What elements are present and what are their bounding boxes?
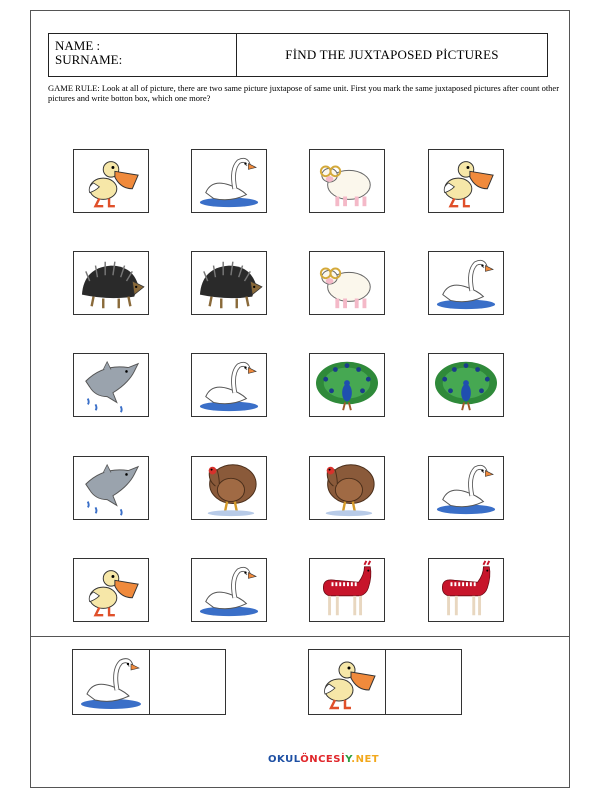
site-logo: OKULÖNCESİY.NET [268, 754, 380, 765]
picture-cell-pelican[interactable] [428, 149, 504, 213]
picture-cell-pelican[interactable] [73, 558, 149, 622]
picture-cell-turkey[interactable] [309, 456, 385, 520]
swan-icon [429, 252, 503, 314]
picture-cell-sheep[interactable] [309, 251, 385, 315]
picture-cell-peacock[interactable] [428, 353, 504, 417]
swan-icon [192, 354, 266, 416]
picture-cell-hedgehog[interactable] [73, 251, 149, 315]
llama-icon [310, 559, 384, 621]
picture-cell-swan[interactable] [191, 558, 267, 622]
llama-icon [429, 559, 503, 621]
swan-icon [192, 150, 266, 212]
swan-icon [192, 559, 266, 621]
page-title: FİND THE JUXTAPOSED PİCTURES [285, 47, 499, 62]
peacock-icon [310, 354, 384, 416]
picture-cell-swan[interactable] [428, 456, 504, 520]
answer-picture [309, 650, 386, 714]
answer-count-box[interactable] [150, 650, 225, 714]
answer-box-swan[interactable] [72, 649, 226, 715]
peacock-icon [429, 354, 503, 416]
picture-cell-swan[interactable] [191, 149, 267, 213]
surname-label: SURNAME: [55, 52, 123, 67]
pelican-icon [429, 150, 503, 212]
swan-icon [429, 457, 503, 519]
picture-cell-hedgehog[interactable] [191, 251, 267, 315]
turkey-icon [310, 457, 384, 519]
picture-cell-llama[interactable] [309, 558, 385, 622]
name-label: NAME : [55, 38, 101, 53]
swan-icon [73, 650, 149, 714]
picture-cell-swan[interactable] [428, 251, 504, 315]
picture-cell-swan[interactable] [191, 353, 267, 417]
pelican-icon [309, 650, 385, 714]
picture-cell-turkey[interactable] [191, 456, 267, 520]
sheep-icon [310, 150, 384, 212]
answer-count-box[interactable] [386, 650, 461, 714]
picture-cell-llama[interactable] [428, 558, 504, 622]
sheep-icon [310, 252, 384, 314]
name-block [49, 34, 237, 76]
pelican-icon [74, 559, 148, 621]
picture-cell-sheep[interactable] [309, 149, 385, 213]
dolphin-icon [74, 457, 148, 519]
picture-cell-dolphin[interactable] [73, 353, 149, 417]
divider-line [30, 636, 570, 637]
answer-picture [73, 650, 150, 714]
hedgehog-icon [74, 252, 148, 314]
hedgehog-icon [192, 252, 266, 314]
picture-cell-pelican[interactable] [73, 149, 149, 213]
dolphin-icon [74, 354, 148, 416]
game-rule-text: GAME RULE: Look at all of picture, there are two same picture juxtapose of same unit. First you mark the same juxtaposed pictures after count other pictures and write botton box, which one more? [48, 83, 560, 103]
pelican-icon [74, 150, 148, 212]
picture-cell-peacock[interactable] [309, 353, 385, 417]
turkey-icon [192, 457, 266, 519]
worksheet-header [48, 33, 548, 77]
picture-cell-dolphin[interactable] [73, 456, 149, 520]
answer-box-pelican[interactable] [308, 649, 462, 715]
